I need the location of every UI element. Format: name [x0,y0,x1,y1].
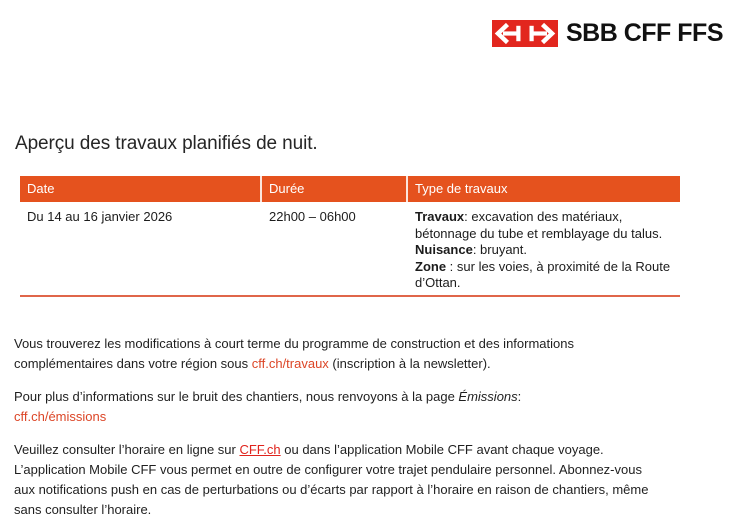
worktype-text-line2: bétonnage du tube et remblayage du talus. [415,225,663,241]
paragraph-horaire [14,440,720,520]
cell-date: Du 14 au 16 janvier 2026 [27,209,173,224]
cell-duration: 22h00 – 06h00 [269,209,356,224]
paragraph-emissions [14,387,720,427]
paragraph-line: Pour plus d’informations sur le bruit des chantiers, nous renvoyons à la page [14,389,459,404]
paragraph-line: Vous trouverez les modifications à court terme du programme de construction et des informations [14,336,574,351]
table-header-row [20,176,680,202]
emissions-italic: Émissions [458,389,518,404]
paragraph-line: complémentaires dans votre région sous [14,356,252,371]
worktype-text-line1: : excavation des matériaux, [464,209,623,224]
worktype-text-line4: : sur les voies, à proximité de la Route [446,258,671,274]
sbb-double-arrow-icon [492,20,558,47]
link-cff-travaux[interactable]: cff.ch/travaux [251,356,329,371]
cell-worktype [406,209,680,292]
paragraph-line: L’application Mobile CFF vous permet en outre de configurer votre trajet pendulaire personnel. Abonnez-vous [14,462,642,477]
link-cff-ch[interactable]: CFF.ch [239,442,281,457]
worktype-label-zone: Zone [415,258,447,274]
paragraph-line: Veuillez consulter l’horaire en ligne sur [14,442,240,457]
link-cff-emissions[interactable]: cff.ch/émissions [14,409,107,424]
page-title: Aperçu des travaux planifiés de nuit. [15,133,318,154]
col-header-date: Date [27,181,55,196]
paragraph-line: aux notifications push en cas de perturbations ou d’écarts par rapport à l’horaire en raison de chantiers, même [14,482,649,497]
paragraph-line: (inscription à la newsletter). [328,356,491,371]
works-table [20,176,680,297]
col-header-worktype: Type de travaux [406,176,680,202]
logo-text: SBB CFF FFS [566,19,723,47]
worktype-label-nuisance: Nuisance [415,242,473,257]
paragraph-line: ou dans l’application Mobile CFF avant chaque voyage. [280,442,604,457]
worktype-label-travaux: Travaux [415,209,465,224]
paragraph-line: sans consulter l’horaire. [14,502,152,517]
sbb-logo [492,20,723,47]
worktype-text-line5: d’Ottan. [415,275,461,290]
paragraph-line: : [517,389,522,404]
col-header-duration: Durée [260,176,406,202]
worktype-text-line3: : bruyant. [472,242,528,257]
table-row [20,202,680,297]
paragraph-construction-info [14,334,720,374]
